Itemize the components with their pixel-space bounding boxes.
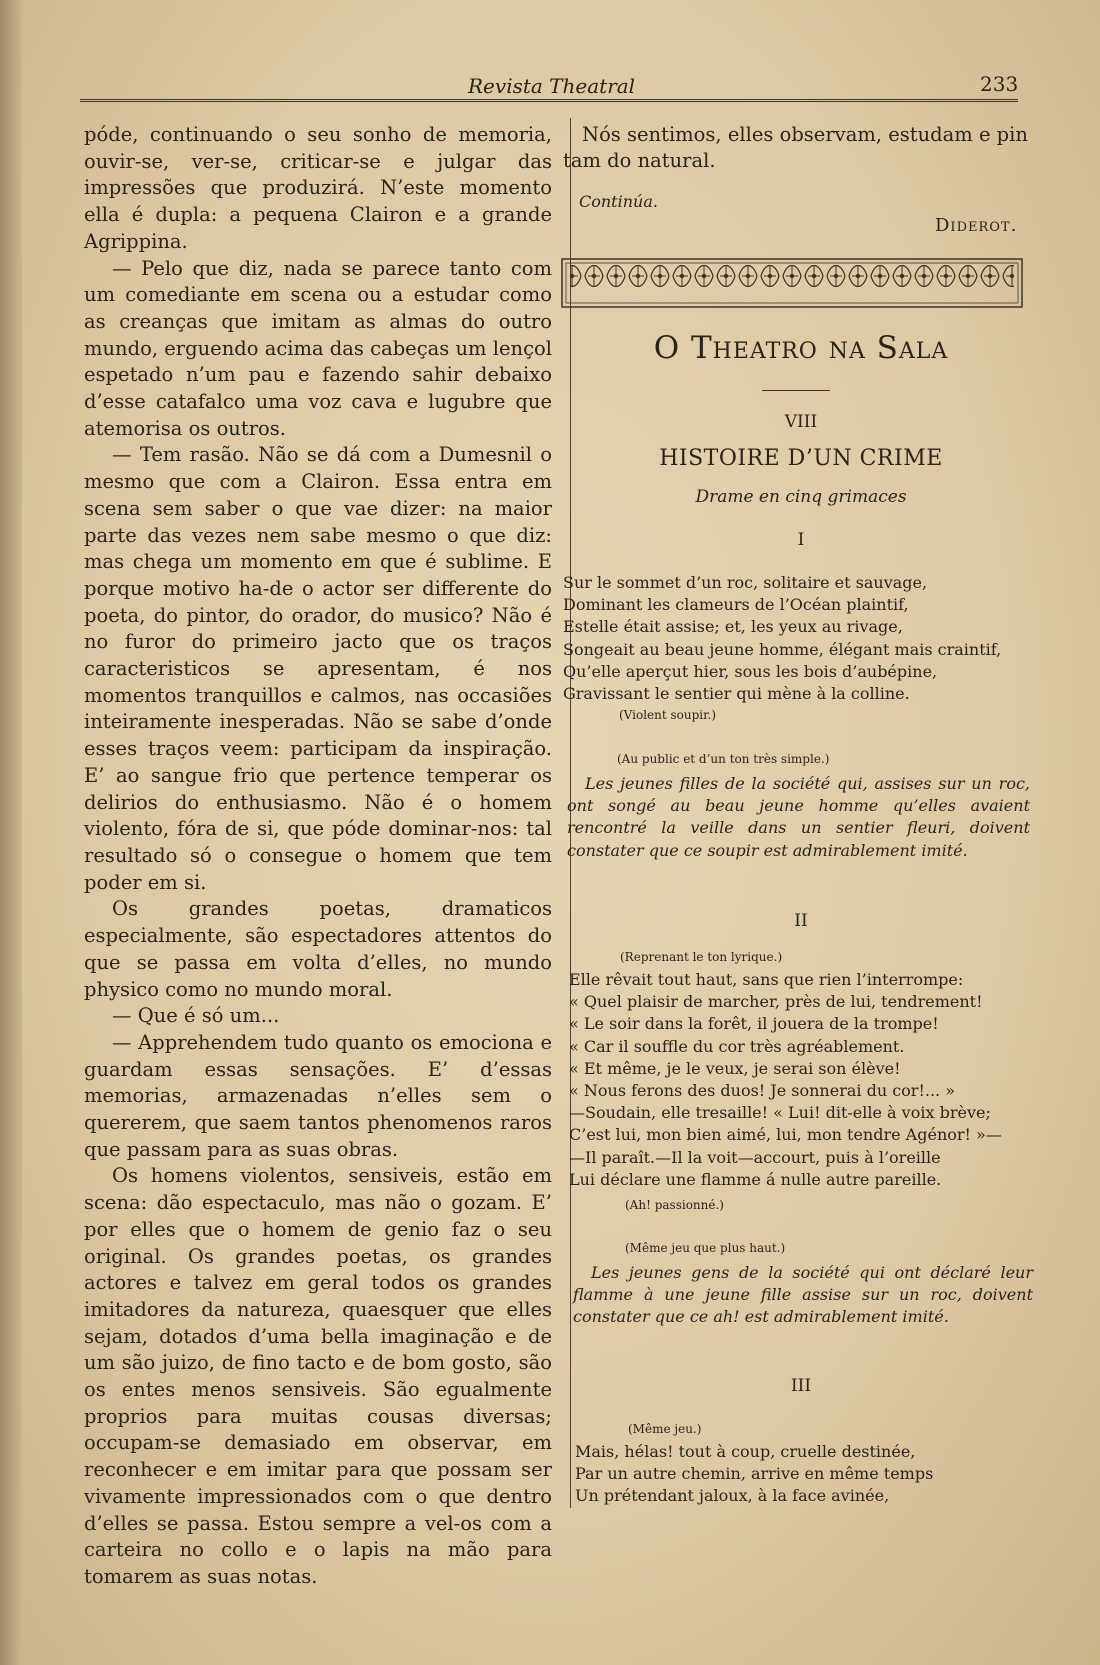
chapter-number: VIII: [784, 412, 818, 432]
intro-line: tam do natural.: [563, 149, 716, 172]
article-title-text: O Theatro na Sala: [653, 330, 949, 366]
verse-line: « Le soir dans la forêt, il jouera de la trompe!: [569, 1014, 939, 1034]
verse-line: « Nous ferons des duos! Je sonnerai du cor!... »: [569, 1081, 956, 1101]
play-title: HISTOIRE D’UN CRIME: [659, 446, 943, 471]
aside-note: Les jeunes filles de la société qui, assises sur un roc, ont songé au beau jeune homme qu’elles avaient rencontré la veille dans un sentier fleuri, doivent constater que ce soupir est admirablement imité.: [567, 774, 1030, 860]
running-header-title: Revista Theatral: [468, 74, 636, 98]
paragraph: — Que é só um...: [112, 1004, 280, 1028]
paragraph: Os homens violentos, sensiveis, estão em scena: dão espectaculo, mas não o gozam. E’ por elles que o homem de genio faz o seu original. Os grandes poetas, os grandes actores e talvez em geral todos os grandes imitadores da natureza, quaesquer que elles sejam, dotados d’uma bella imaginação e de um são juizo, de fino tacto e de bom gosto, são os entes menos sensiveis. São egualmente proprios para muitas cousas diversas; occupam-se demasiado em observar, em reconhecer e em imitar para que possam ser vivamente impressionados com o que dentro d’elles se passa. Estou sempre a vel-os com a carteira no collo e o lapis na mão para tomarem as suas notas.: [84, 1164, 552, 1588]
play-subtitle: Drame en cinq grimaces: [695, 487, 907, 507]
verse-line: « Quel plaisir de marcher, près de lui, tendrement!: [569, 992, 983, 1012]
stage-direction: (Reprenant le ton lyrique.): [620, 950, 783, 964]
section-numeral: III: [790, 1376, 812, 1396]
verse-line: Elle rêvait tout haut, sans que rien l’interrompe:: [569, 970, 964, 989]
signature-text: Diderot.: [935, 215, 1018, 236]
verse-line: Sur le sommet d’un roc, solitaire et sauvage,: [563, 573, 928, 592]
verse-line: Lui déclare une flamme á nulle autre pareille.: [569, 1169, 942, 1189]
paragraph: — Apprehendem tudo quanto os emociona e guardam essas sensações. E’ d’essas memorias, armazenadas n’elles sem o quererem, que saem tantos phenomenos raros que passam para as suas obras.: [84, 1030, 552, 1161]
verse-line: Estelle était assise; et, les yeux au rivage,: [563, 617, 903, 637]
verse-block: [575, 1441, 933, 1508]
title-rule: [762, 390, 830, 391]
verse-line: Gravissant le sentier qui mène à la colline.: [563, 684, 910, 704]
author-signature: [935, 215, 1017, 236]
verse-line: Mais, hélas! tout à coup, cruelle destinée,: [575, 1442, 916, 1461]
verse-line: —Il paraît.—Il la voit—accourt, puis à l’oreille: [569, 1147, 941, 1167]
verse-line: Par un autre chemin, arrive en même temps: [575, 1464, 934, 1484]
ornamental-border: [561, 258, 1023, 308]
verse-line: « Et même, je le veux, je serai son élève!: [569, 1058, 901, 1078]
continua-note: Continúa.: [579, 192, 658, 211]
paragraph: — Tem rasão. Não se dá com a Dumesnil o mesmo que com a Clairon. Essa entra em scena sem saber o que vae dizer: na maior parte das vezes nem sabe mesmo o que diz: mas chega um momento em que é sublime. E porque motivo ha-de o actor ser differente do poeta, do pintor, do orador, do musico? Não é no furor do primeiro jacto que os traços caracteristicos se apresentam, é nos momentos tranquillos e calmos, nas occasiões inteiramente inesperadas. Não se sabe d’onde esses traços veem: participam da inspiração. E’ ao sangue frio que pertence temperar os delirios do enthusiasmo. Não é o homem violento, fóra de si, que póde dominar-nos: tal resultado só o consegue o homem que tem poder em si.: [84, 443, 552, 894]
paragraph: — Pelo que diz, nada se parece tanto com um comediante em scena ou a estudar como as creanças que imitam as almas do outro mundo, erguendo acima das cabeças um lençol espetado n’um pau e fazendo sahir debaixo d’esse catafalco uma voz cava e lugubre que atemorisa os outros.: [84, 256, 552, 440]
verse-line: Songeait au beau jeune homme, élégant mais craintif,: [563, 639, 1002, 659]
verse-line: Qu’elle aperçut hier, sous les bois d’aubépine,: [563, 661, 938, 681]
verse-line: Un prétendant jaloux, à la face avinée,: [575, 1486, 890, 1506]
paragraph: Os grandes poetas, dramaticos especialmente, são espectadores attentos do que se passa em volta d’elles, no mundo physico como no mundo moral.: [84, 897, 552, 1001]
stage-direction: (Même jeu que plus haut.): [625, 1241, 786, 1255]
stage-direction: (Ah! passionné.): [625, 1198, 724, 1212]
section-numeral: I: [797, 530, 805, 550]
intro-line: Nós sentimos, elles observam, estudam e pin: [582, 123, 1028, 146]
verse-line: Dominant les clameurs de l’Océan plaintif,: [563, 595, 909, 615]
stage-direction: (Violent soupir.): [619, 708, 717, 722]
verse-line: —Soudain, elle tresaille! « Lui! dit-elle à voix brève;: [569, 1103, 991, 1123]
stage-direction: (Même jeu.): [628, 1422, 702, 1436]
section-numeral: II: [794, 911, 808, 931]
verse-block: [563, 572, 1001, 705]
aside-note: Les jeunes gens de la société qui ont déclaré leur flamme à une jeune fille assise sur un roc, doivent constater que ce ah! est admirablement imité.: [573, 1263, 1033, 1327]
verse-line: « Car il souffle du cor très agréablement.: [569, 1036, 905, 1056]
article-title: [570, 330, 1032, 366]
header-rule: [80, 99, 1018, 102]
page-number: 233: [980, 72, 1019, 96]
verse-block: [569, 969, 1002, 1191]
verse-line: C’est lui, mon bien aimé, lui, mon tendre Agénor! »—: [569, 1125, 1002, 1145]
paragraph: póde, continuando o seu sonho de memoria, ouvir-se, ver-se, criticar-se e julgar das impressões que produzirá. N’este momento ella é dupla: a pequena Clairon e a grande Agrippina.: [84, 123, 552, 253]
stage-direction: (Au public et d’un ton très simple.): [617, 752, 830, 766]
left-column: [84, 122, 552, 1591]
